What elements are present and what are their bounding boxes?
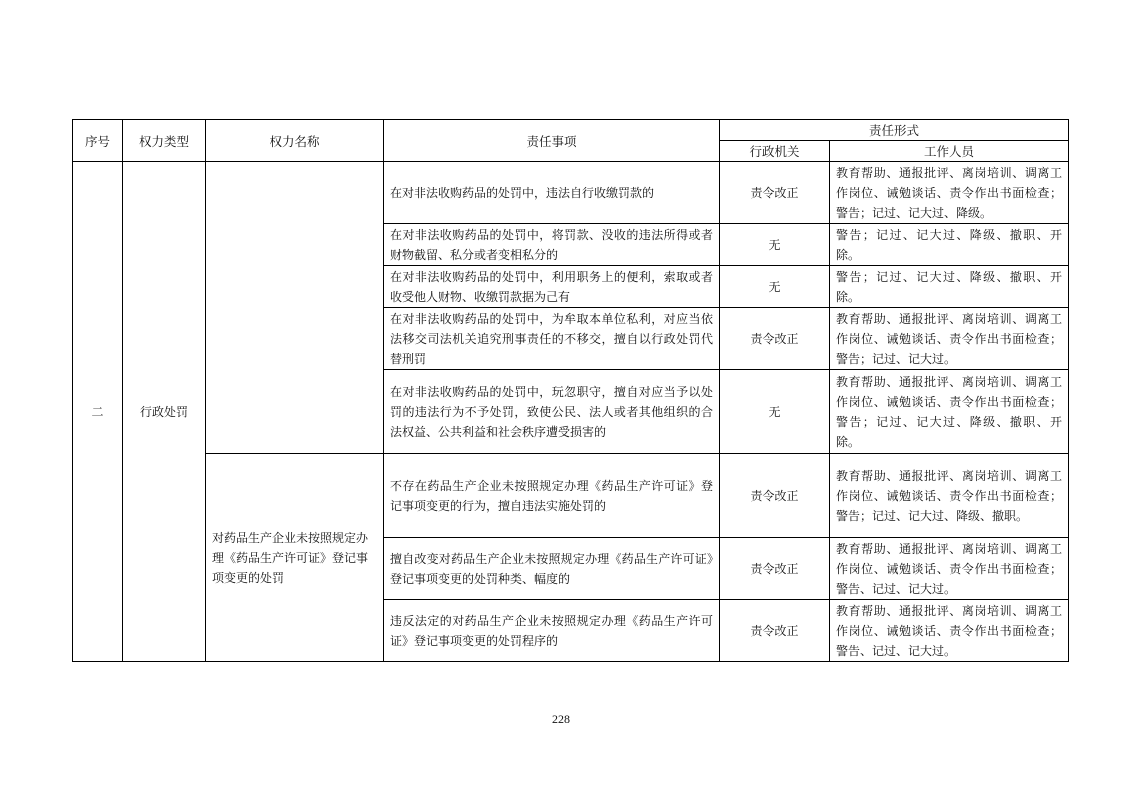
seq-cell: 二 xyxy=(73,162,123,662)
staff-penalty-cell: 警告；记过、记大过、降级、撤职、开除。 xyxy=(830,266,1069,308)
staff-penalty-cell: 教育帮助、通报批评、离岗培训、调离工作岗位、诫勉谈话、责令作出书面检查；警告；记过、记大过、降级、撤职、开除。 xyxy=(830,370,1069,454)
staff-penalty-cell: 教育帮助、通报批评、离岗培训、调离工作岗位、诫勉谈话、责令作出书面检查；警告；记过、记大过、降级、撤职。 xyxy=(830,454,1069,538)
admin-organ-cell: 责令改正 xyxy=(720,600,830,662)
header-responsibility-form: 责任形式 xyxy=(720,120,1069,141)
header-admin-organ: 行政机关 xyxy=(720,141,830,162)
header-seq: 序号 xyxy=(73,120,123,162)
admin-organ-cell: 无 xyxy=(720,370,830,454)
header-power-name: 权力名称 xyxy=(206,120,384,162)
header-row-1 xyxy=(73,120,1069,141)
admin-organ-cell: 责令改正 xyxy=(720,454,830,538)
staff-penalty-cell: 警告；记过、记大过、降级、撤职、开除。 xyxy=(830,224,1069,266)
responsibility-item-cell: 不存在药品生产企业未按照规定办理《药品生产许可证》登记事项变更的行为，擅自违法实施处罚的 xyxy=(384,454,720,538)
power-type-cell: 行政处罚 xyxy=(123,162,206,662)
header-power-type: 权力类型 xyxy=(123,120,206,162)
header-responsibility-item: 责任事项 xyxy=(384,120,720,162)
staff-penalty-cell: 教育帮助、通报批评、离岗培训、调离工作岗位、诫勉谈话、责令作出书面检查；警告；记过、记大过。 xyxy=(830,308,1069,370)
power-name-cell: 对药品生产企业未按照规定办理《药品生产许可证》登记事项变更的处罚 xyxy=(206,454,384,662)
admin-organ-cell: 责令改正 xyxy=(720,308,830,370)
admin-organ-cell: 责令改正 xyxy=(720,162,830,224)
table-row xyxy=(73,162,1069,224)
table-row xyxy=(73,454,1069,538)
admin-organ-cell: 无 xyxy=(720,266,830,308)
header-staff: 工作人员 xyxy=(830,141,1069,162)
responsibility-item-cell: 在对非法收购药品的处罚中，为牟取本单位私利，对应当依法移交司法机关追究刑事责任的不移交，擅自以行政处罚代替刑罚 xyxy=(384,308,720,370)
staff-penalty-cell: 教育帮助、通报批评、离岗培训、调离工作岗位、诫勉谈话、责令作出书面检查；警告、记过、记大过。 xyxy=(830,600,1069,662)
staff-penalty-cell: 教育帮助、通报批评、离岗培训、调离工作岗位、诫勉谈话、责令作出书面检查；警告、记过、记大过。 xyxy=(830,538,1069,600)
power-name-cell-empty xyxy=(206,162,384,454)
responsibility-item-cell: 在对非法收购药品的处罚中，利用职务上的便利，索取或者收受他人财物、收缴罚款据为己有 xyxy=(384,266,720,308)
responsibility-item-cell: 在对非法收购药品的处罚中，玩忽职守，擅自对应当予以处罚的违法行为不予处罚，致使公民、法人或者其他组织的合法权益、公共利益和社会秩序遭受损害的 xyxy=(384,370,720,454)
responsibility-item-cell: 擅自改变对药品生产企业未按照规定办理《药品生产许可证》登记事项变更的处罚种类、幅度的 xyxy=(384,538,720,600)
responsibility-item-cell: 违反法定的对药品生产企业未按照规定办理《药品生产许可证》登记事项变更的处罚程序的 xyxy=(384,600,720,662)
responsibility-item-cell: 在对非法收购药品的处罚中，将罚款、没收的违法所得或者财物截留、私分或者变相私分的 xyxy=(384,224,720,266)
responsibility-item-cell: 在对非法收购药品的处罚中，违法自行收缴罚款的 xyxy=(384,162,720,224)
responsibility-table xyxy=(72,119,1069,662)
admin-organ-cell: 无 xyxy=(720,224,830,266)
page-number: 228 xyxy=(552,712,570,726)
staff-penalty-cell: 教育帮助、通报批评、离岗培训、调离工作岗位、诫勉谈话、责令作出书面检查；警告；记过、记大过、降级。 xyxy=(830,162,1069,224)
admin-organ-cell: 责令改正 xyxy=(720,538,830,600)
